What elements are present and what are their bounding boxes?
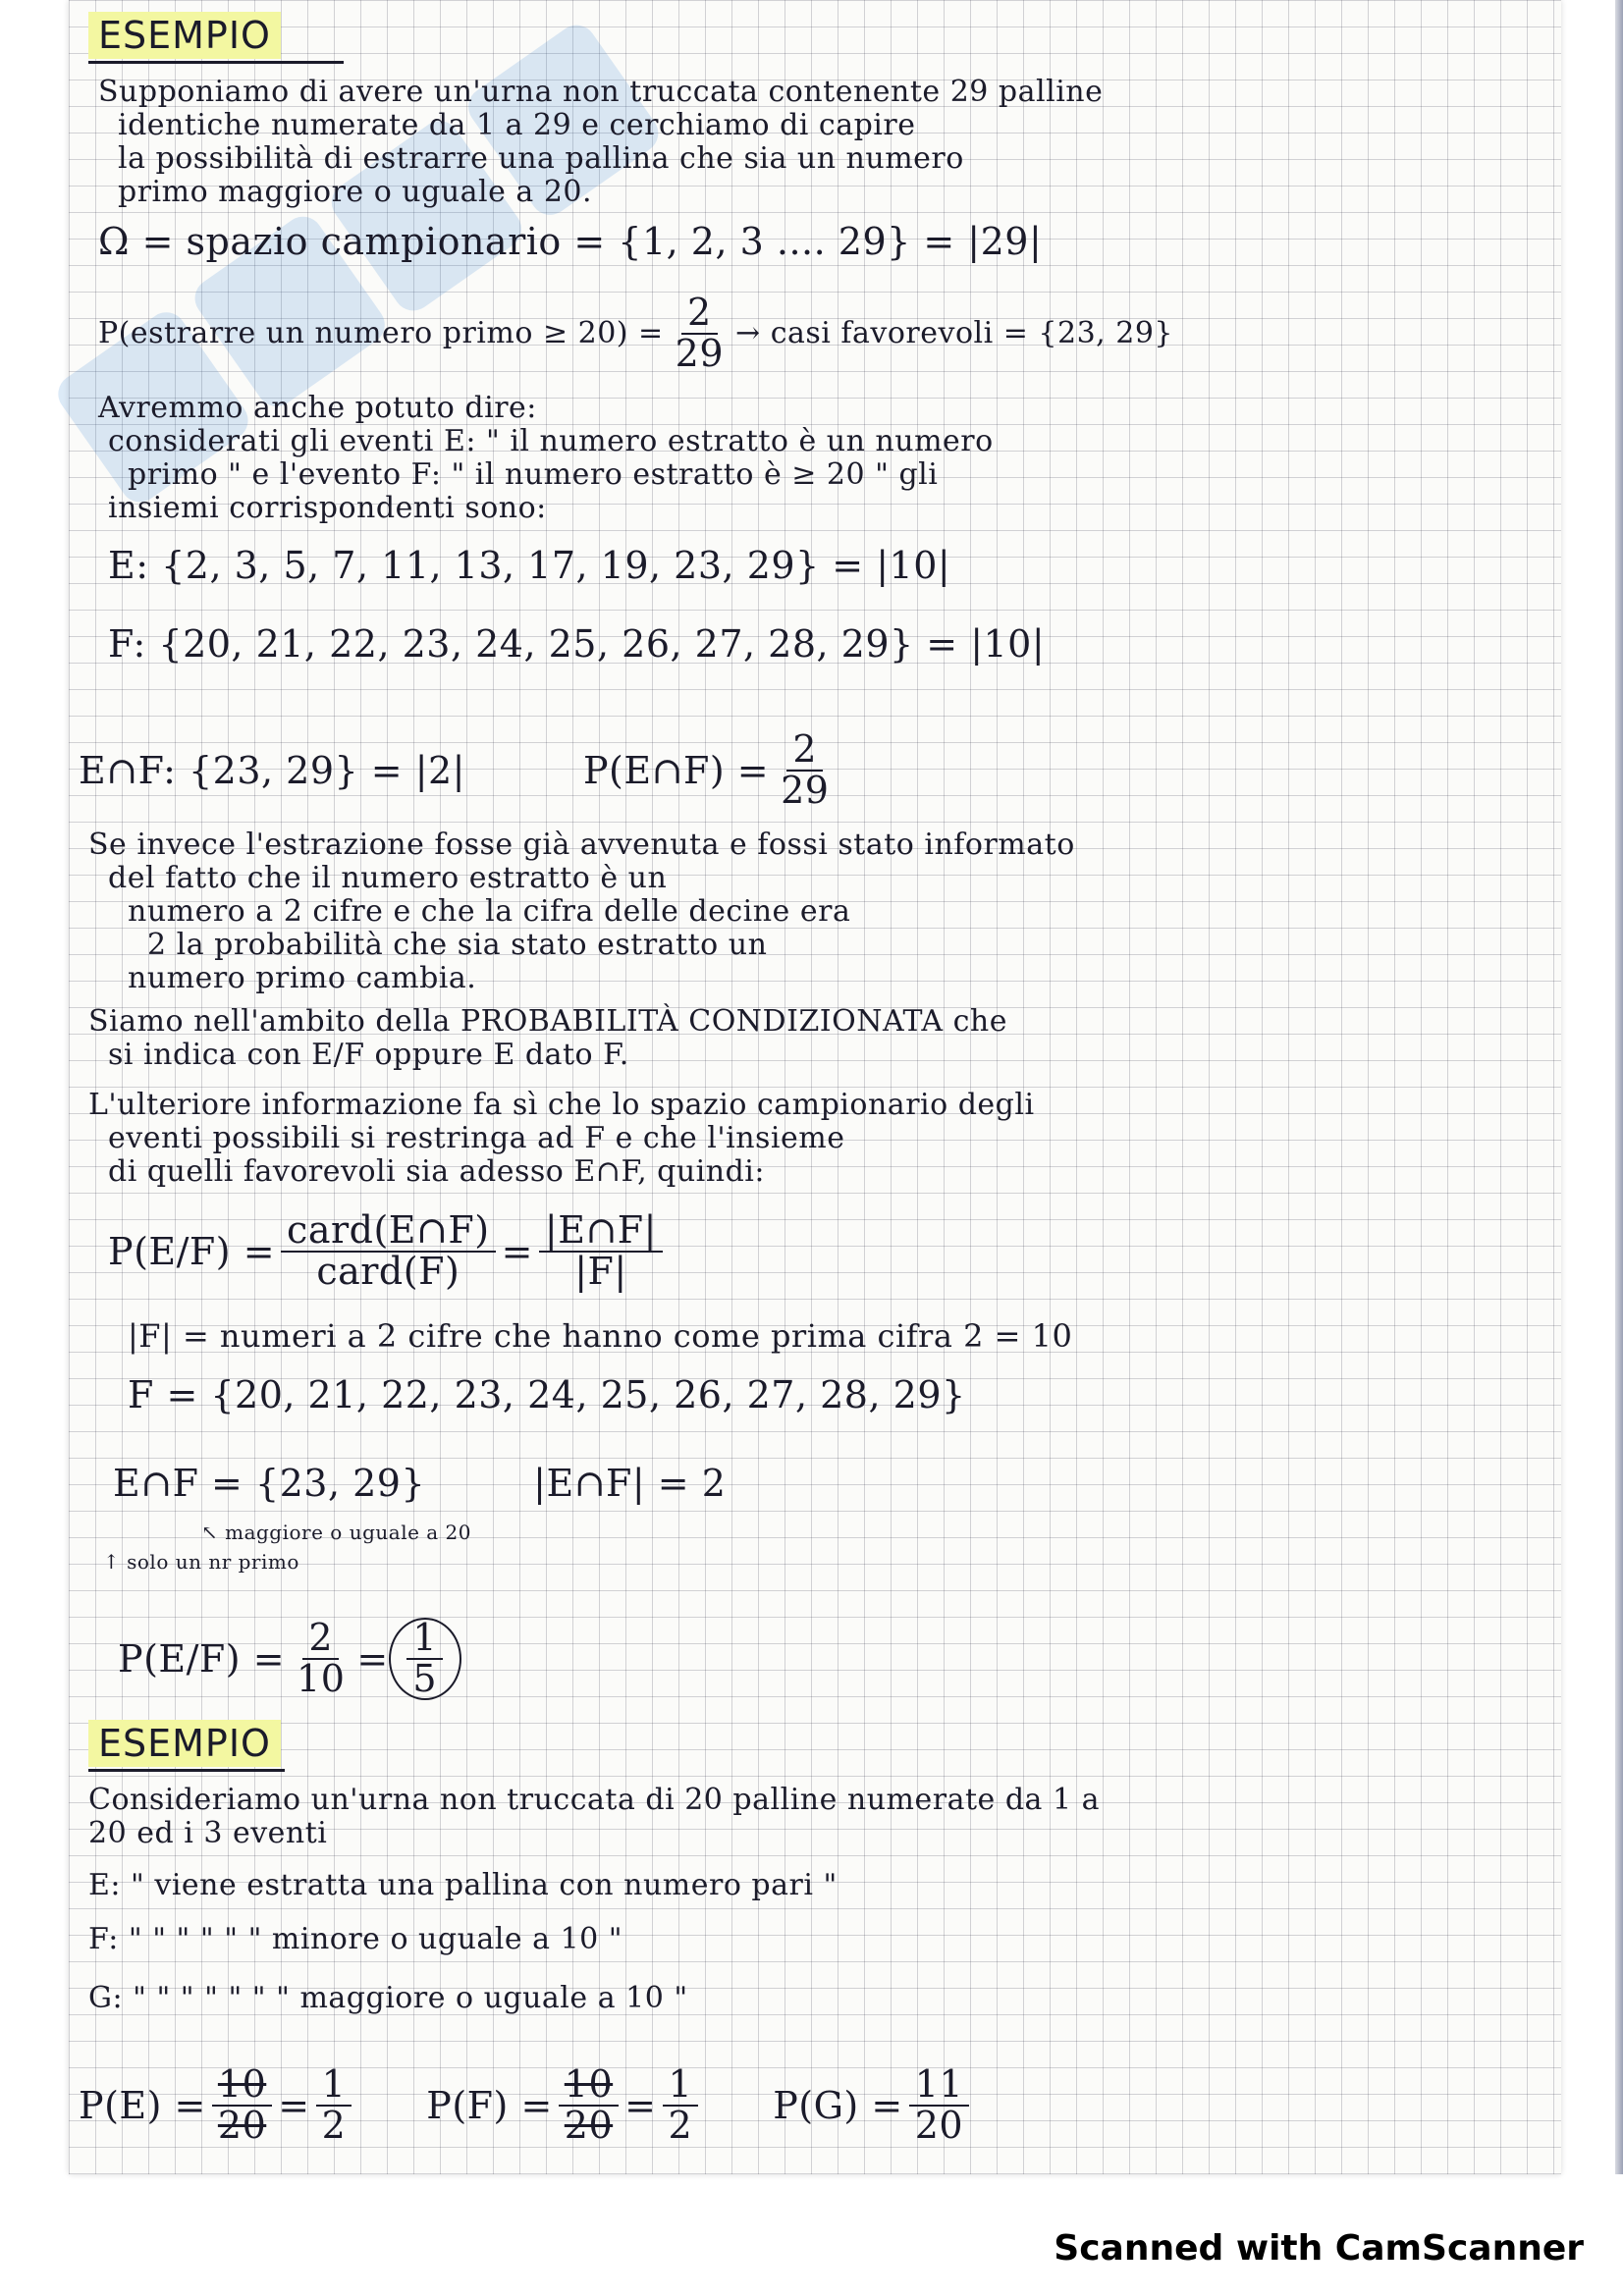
fraction [909, 2062, 969, 2147]
side-note: ↖ maggiore o uguale a 20 [201, 1521, 472, 1544]
denominator: |F| [574, 1250, 627, 1293]
fraction [316, 2062, 352, 2147]
favorable-cases: → casi favorevoli = {23, 29} [735, 316, 1174, 350]
event-g: G: " " " " " " " maggiore o uguale a 10 " [88, 1981, 688, 2015]
denominator: 5 [412, 1657, 438, 1700]
paragraph-line: Supponiamo di avere un'urna non truccata contenente 29 palline [98, 75, 1104, 109]
numerator: card(E∩F) [281, 1211, 496, 1253]
denominator: 29 [781, 769, 830, 812]
probability-g-label: P(G) = [773, 2084, 903, 2127]
numerator: 11 [909, 2065, 969, 2107]
fraction [281, 1208, 496, 1293]
probability-f [426, 2062, 704, 2147]
intersection-set: E∩F: {23, 29} = |2| [79, 749, 465, 792]
set-e: E: {2, 3, 5, 7, 11, 13, 17, 19, 23, 29} = |10| [108, 544, 951, 587]
paragraph-line: del fatto che il numero estratto è un [108, 861, 668, 895]
numerator: 2 [681, 294, 718, 335]
paragraph-line: numero a 2 cifre e che la cifra delle decine era [128, 894, 851, 929]
probability-e-label: P(E) = [79, 2084, 206, 2127]
denominator: 20 [217, 2104, 267, 2147]
equals-sign: = [356, 1637, 389, 1681]
paragraph-line: primo " e l'evento F: " il numero estratto è ≥ 20 " gli [128, 457, 939, 492]
paragraph-line: la possibilità di estrarre una pallina che sia un numero [118, 141, 964, 176]
paragraph-line: si indica con E/F oppure E dato F. [108, 1038, 629, 1072]
f-cardinality: |F| = numeri a 2 cifre che hanno come prima cifra 2 = 10 [128, 1317, 1073, 1355]
final-label: P(E/F) = [118, 1637, 286, 1681]
fraction [406, 1616, 443, 1700]
fraction [663, 2062, 699, 2147]
denominator: 2 [668, 2104, 693, 2147]
numerator: 10 [212, 2065, 272, 2107]
denominator: 20 [914, 2104, 964, 2147]
paragraph-line: 20 ed i 3 eventi [88, 1816, 328, 1850]
intersection-result [113, 1462, 727, 1505]
paragraph-line: Se invece l'estrazione fosse già avvenuta e fossi stato informato [88, 828, 1075, 862]
example-1-title: ESEMPIO [88, 12, 281, 59]
intersection-set: E∩F = {23, 29} [113, 1462, 426, 1505]
probability-line [98, 291, 1174, 375]
paragraph-line: di quelli favorevoli sia adesso E∩F, quindi: [108, 1154, 766, 1189]
intersection-line [79, 727, 840, 812]
fraction [539, 1208, 663, 1293]
conditional-formula [108, 1202, 669, 1301]
paragraph-line: eventi possibili si restringa ad F e che l'insieme [108, 1121, 845, 1155]
circled-result [389, 1618, 461, 1700]
example-2-title: ESEMPIO [88, 1720, 281, 1767]
equals-sign: = [624, 2084, 657, 2127]
paragraph-line: Consideriamo un'urna non truccata di 20 palline numerate da 1 a [88, 1783, 1100, 1817]
paragraph-line: 2 la probabilità che sia stato estratto un [147, 928, 768, 962]
f-set: F = {20, 21, 22, 23, 24, 25, 26, 27, 28, 29} [128, 1373, 966, 1416]
probability-e [79, 2062, 357, 2147]
fraction [670, 291, 730, 375]
paragraph-line: numero primo cambia. [128, 961, 477, 995]
denominator: card(F) [316, 1250, 460, 1293]
numerator: 1 [406, 1619, 443, 1660]
paragraph-line: Avremmo anche potuto dire: [98, 391, 537, 425]
denominator: 29 [675, 332, 725, 375]
numerator: 2 [786, 730, 823, 772]
set-f: F: {20, 21, 22, 23, 24, 25, 26, 27, 28, 29} = |10| [108, 622, 1046, 666]
fraction [291, 1616, 351, 1700]
fraction [559, 2062, 619, 2147]
numerator: |E∩F| [539, 1211, 663, 1253]
equals-sign: = [501, 1230, 533, 1273]
denominator: 20 [564, 2104, 614, 2147]
handwritten-notes [69, 0, 1561, 2174]
event-probabilities [79, 2056, 975, 2155]
title-underline [88, 1769, 285, 1772]
intersection-probability-label: P(E∩F) = [582, 749, 770, 792]
intersection-probability [582, 727, 840, 812]
denominator: 2 [321, 2104, 347, 2147]
intersection-cardinality: |E∩F| = 2 [533, 1462, 727, 1505]
numerator: 10 [559, 2065, 619, 2107]
numerator: 2 [302, 1619, 339, 1660]
conditional-label: P(E/F) = [108, 1230, 276, 1273]
paragraph-line: primo maggiore o uguale a 20. [118, 175, 593, 209]
fraction [775, 727, 835, 812]
sample-space: Ω = spazio campionario = {1, 2, 3 .... 29} = |29| [98, 220, 1043, 263]
probability-g [773, 2062, 975, 2147]
probability-label: P(estrarre un numero primo ≥ 20) = [98, 316, 664, 350]
numerator: 1 [663, 2065, 699, 2107]
equals-sign: = [278, 2084, 310, 2127]
final-result [118, 1610, 461, 1708]
page-edge [1615, 0, 1623, 2174]
fraction [212, 2062, 272, 2147]
denominator: 10 [297, 1657, 346, 1700]
side-note: ↑ solo un nr primo [103, 1550, 299, 1574]
paragraph-line: identiche numerate da 1 a 29 e cerchiamo di capire [118, 108, 916, 142]
paragraph-line: L'ulteriore informazione fa sì che lo spazio campionario degli [88, 1088, 1035, 1122]
numerator: 1 [316, 2065, 352, 2107]
event-f: F: " " " " " " minore o uguale a 10 " [88, 1922, 623, 1956]
paragraph-line: considerati gli eventi E: " il numero estratto è un numero [108, 424, 994, 458]
probability-f-label: P(F) = [426, 2084, 553, 2127]
title-underline [88, 61, 344, 64]
event-e: E: " viene estratta una pallina con numero pari " [88, 1868, 838, 1902]
camscanner-footer: Scanned with CamScanner [1054, 2228, 1584, 2269]
paragraph-line: Siamo nell'ambito della PROBABILITÀ CONDIZIONATA che [88, 1004, 1007, 1039]
paragraph-line: insiemi corrispondenti sono: [108, 491, 547, 525]
